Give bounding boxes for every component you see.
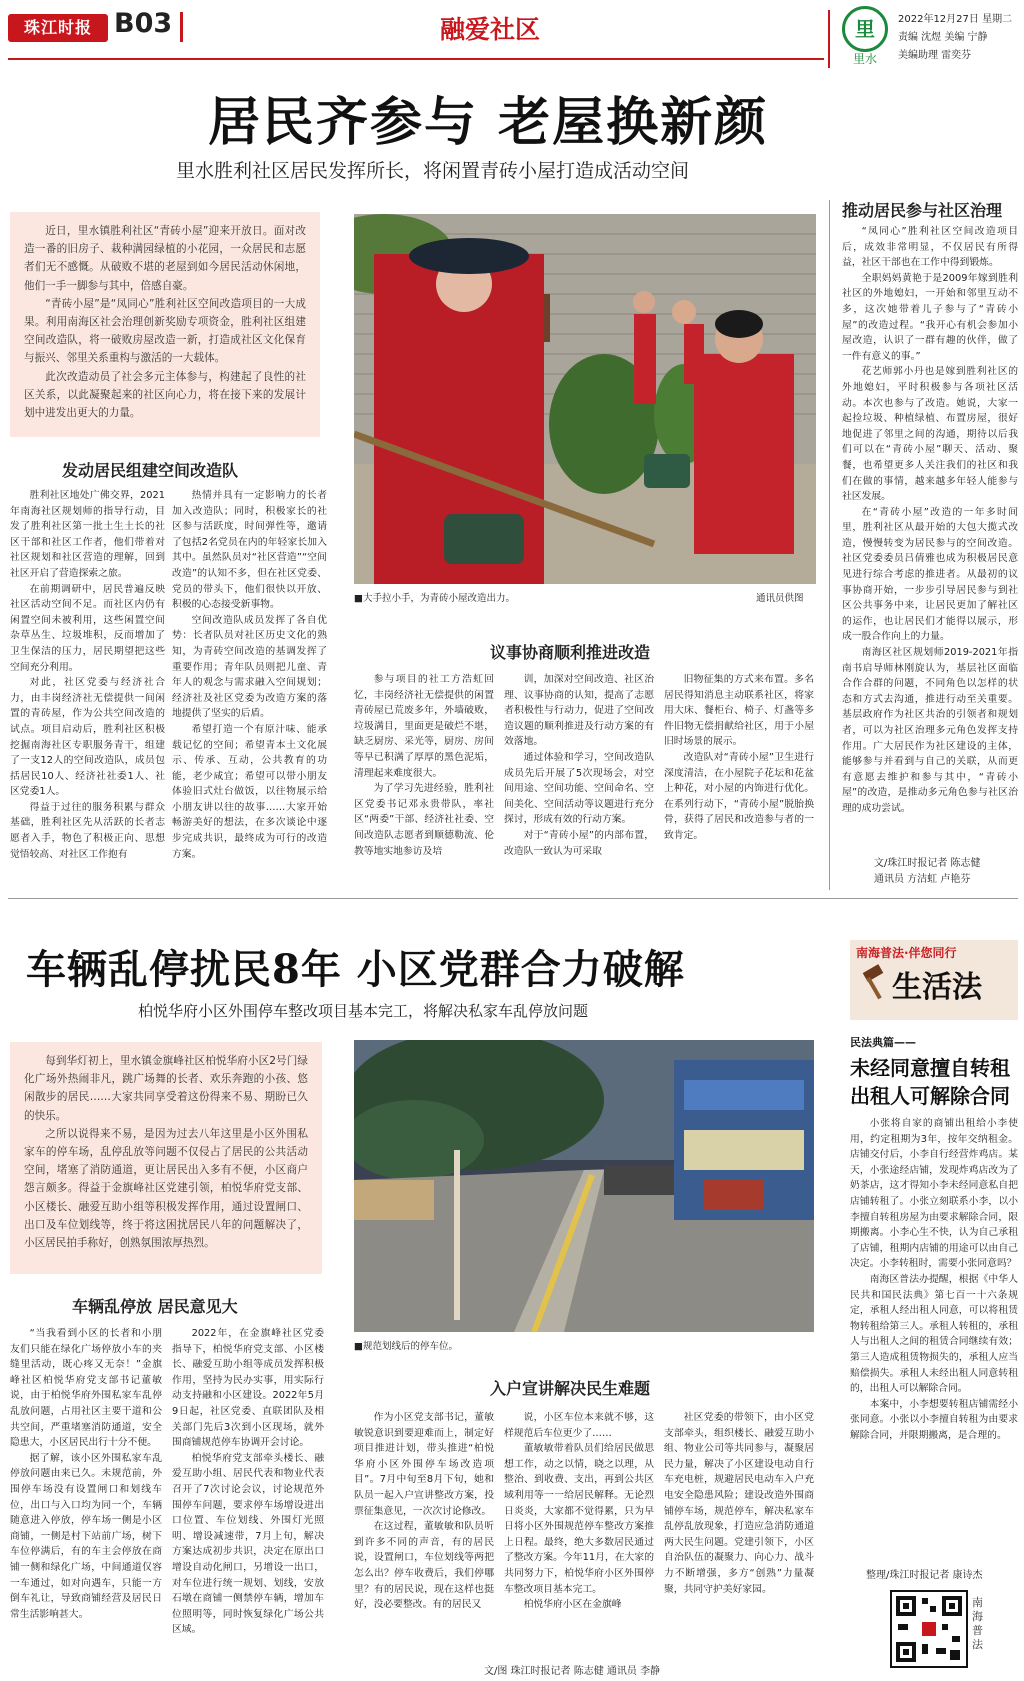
story2-photo-caption: ■规范划线后的停车位。: [354, 1341, 458, 1352]
paragraph: 空间改造队成员发挥了各自优势：长者队员对社区历史文化的熟知，为青砖空间改造的基调发挥了重要作用；青年队员则把儿童、青年人的观念与需求融入空间规划；经济社及社区党委为改造方案的落地提供了坚实的后盾。: [172, 614, 327, 720]
story1-intro: [10, 212, 320, 437]
story1-section3-column: [842, 224, 1018, 844]
story1-photo-credit: 通讯员供图: [756, 593, 804, 604]
masthead-rule: [8, 58, 824, 60]
paragraph: 旧物征集的方式来布置。多名居民得知消息主动联系社区，将家用大床、餐柜台、椅子、灯盏等多件旧物无偿捐献给社区，用于小屋旧时场景的展示。: [664, 674, 814, 748]
law-byline: 整理/珠江时报记者 康诗杰: [866, 1570, 983, 1581]
paragraph: 全职妈妈黄艳于是2009年嫁到胜利社区的外地媳妇，一开始和邻里互动不多，这次她带着儿子参与了“青砖小屋”的改造过程。“我开心有机会参加小屋改造，认识了一群有趣的伙伴，做了一件有意义的事。”: [842, 272, 1018, 362]
story1-section1-title: 发动居民组建空间改造队: [62, 461, 239, 480]
lishui-emblem-icon: 里: [842, 6, 888, 52]
story2-photo: [354, 1040, 814, 1332]
story1-photo: [354, 214, 816, 584]
story2-subhead: 柏悦华府小区外围停车整改项目基本完工，将解决私家车乱停放问题: [138, 1002, 589, 1020]
story1-section1-column: [172, 488, 327, 883]
issue-date: 2022年12月27日 星期二: [898, 14, 1013, 25]
story1-section2-column: [504, 672, 654, 884]
gavel-icon: [860, 964, 888, 1004]
paragraph: 说，小区车位本来就不够，这样规范后车位更少了……: [504, 1412, 654, 1439]
paragraph: “当我看到小区的长者和小朋友们只能在绿化广场停放小车的夹缝里活动，既心疼又无奈！”金旗峰社区柏悦华府党支部书记董敏说，由于柏悦华府外围私家车乱停乱放问题，占用社区主要干道和公共空间，严重堵塞消防通道，安全隐患大，小区居民出行十分不便。: [10, 1328, 162, 1449]
qr-code-icon[interactable]: [890, 1590, 968, 1668]
story2-section2-column: [354, 1410, 494, 1654]
paragraph: 为了学习先进经验，胜利社区党委书记邓永贵带队，率社区“两委”干部、经济社社委、空间改造队志愿者到顺德勒流、伦教等地实地参访及培: [354, 783, 494, 857]
story1-section3-title: 推动居民参与社区治理: [842, 201, 1003, 220]
qr-label: 南海普法: [972, 1596, 983, 1651]
paragraph: 胜利社区地处广佛交界，2021年南海社区规划师的指导行动，目发了胜利社区第一批土生土长的社区干部和社区工作者，他们带着对社区规划和社区营造的理解，回到社区开启了营造探索之旅。: [10, 490, 165, 579]
paragraph: “凤同心”胜利社区空间改造项目后，成效非常明显，不仅居民有所得益，社区干部也在工作中得到锻炼。: [842, 226, 1018, 269]
law-kicker: 民法典篇——: [850, 1036, 916, 1049]
assistant-editor: 美编助理 雷奕芬: [898, 50, 972, 61]
story2-intro: [10, 1042, 322, 1274]
intro-paragraph: 之所以说得来不易，是因为过去八年这里是小区外围私家车的停车场，乱停乱放等问题不仅侵占了居民的公共活动空间，堵塞了消防通道，更让居民出入多有不便，小区商户怨言颇多。得益于金旗峰社区党建引领，柏悦华府党支部、小区楼长、融爱互助小组等积极发挥作用，通过设置闸口、出口及车位划线等，终于将这困扰居民八年的问题解决了，小区居民拍手称好，创熟氛围浓厚热烈。: [24, 1127, 308, 1250]
story1-headline: 居民齐参与 老屋换新颜: [208, 92, 769, 153]
paragraph: 柏悦华府党支部牵头楼长、融爱互助小组、居民代表和物业代表召开了7次讨论会议，讨论规范外围停车问题，要求停车场增设进出口位置、车位划线、外围灯光照明、增设减速带，7月上旬，解决方案达成初步共识，决定在原出口增设自动化闸口，另增设一出口，对车位进行统一规划、划线，安放石墩在商铺一侧禁停车辆，增加车位照明等，同时恢复绿化广场公共区域。: [172, 1452, 324, 1636]
story2-byline: 文/图 珠江时报记者 陈志健 通讯员 李静: [484, 1666, 661, 1677]
story2-section1-column: [172, 1326, 324, 1662]
paragraph: 对此，社区党委与经济社合力，由丰岗经济社无偿提供一间闲置的青砖屋，作为公共空间改造的试点。项目启动后，胜利社区积极挖掘南海社区专职服务青干，组建了一支12人的空间改造队，成员包括居民10人、经济社社委1人、社区党委1人。: [10, 677, 165, 798]
editors: 责编 沈煜 美编 宁静: [898, 32, 988, 43]
paragraph: 南海区普法办提醒，根据《中华人民共和国民法典》第七百一十六条规定，承租人经出租人同意，可以将租赁物转租给第三人。承租人转租的，承租人与出租人之间的租赁合同继续有效；第三人造成租赁物损失的，承租人应当赔偿损失。承租人未经出租人同意转租的，出租人可以解除合同。: [850, 1273, 1018, 1395]
story1-subhead: 里水胜利社区居民发挥所长，将闲置青砖小屋打造成活动空间: [176, 160, 690, 182]
story1-photo-caption: ■大手拉小手，为青砖小屋改造出力。: [354, 593, 515, 604]
paragraph: 据了解，该小区外围私家车乱停放问题由来已久。未规范前，外围停车场没有设置闸口和划线车位，出口与入口均为同一个，车辆随意进入停放，停车场一侧是小区商铺，一侧是村下站前广场，树下车位停满后，有的车主会停放在商铺一侧和绿化广场，中间通道仅容一车通过，如对向遇车，只能一方倒车礼让，导致商铺经营及居民日常生活影响甚大。: [10, 1452, 162, 1620]
paragraph: 在前期调研中，居民普遍反映社区活动空间不足。而社区内仍有闲置空间未被利用，这些闲置空间杂草丛生、垃圾堆积，反而增加了卫生保洁的压力，居民期望把这些空间充分利用。: [10, 583, 165, 673]
paragraph: 对于“青砖小屋”的内部布置，改造队一致认为可采取: [504, 829, 654, 857]
story2-section2-column: [664, 1410, 814, 1654]
story1-section1-column: [10, 488, 165, 883]
paragraph: 改造队对“青砖小屋”卫生进行深度清洁，在小屋院子花坛和花盆上种花，对小屋的内饰进行优化。在系列行动下，“青砖小屋”脱胎换骨，获得了居民和改造参与者的一致肯定。: [664, 751, 814, 841]
paragraph: 作为小区党支部书记，董敏敏锐意识到要迎难而上，制定好项目推进计划，带头推进“柏悦华府小区外围停车场改造项目”。7月中旬至8月下旬，她和队员一起入户宣讲整改方案，投票征集意见，一次次讨论修改。: [354, 1412, 494, 1517]
intro-paragraph: 近日，里水镇胜利社区“青砖小屋”迎来开放日。面对改造一番的旧房子、栽种满园绿植的小花园，一众居民和志愿者们无不感慨。从破败不堪的老屋到如今居民活动休闲地，他们一手一脚参与其中，倍感自豪。: [24, 225, 306, 292]
law-column-body: [850, 1116, 1018, 1556]
story1-byline: 文/珠江时报记者 陈志健: [874, 858, 981, 869]
law-badge-main: 生活法: [892, 970, 982, 1005]
paragraph: 通过体验和学习，空间改造队成员先后开展了5次现场会，对空间用途、空间功能、空间命名、空间美化、空间活动等议题进行充分探讨，形成有效的行动方案。: [504, 751, 654, 826]
paragraph: 参与项目的社工方浩虹回忆，丰岗经济社无偿提供的闲置青砖屋已荒废多年，外墙破败，垃圾满目，里面更是破烂不堪，缺乏厨房、采光等，厨房、房间等早已积满了厚厚的黑色泥垢，清理起来难度很大。: [354, 674, 494, 779]
newspaper-logo: 珠江时报: [8, 14, 108, 42]
paragraph: 希望打造一个有原汁味、能承载记忆的空间；希望青本土文化展示、传承、互动，公共教育的功能，老少咸宜；希望可以带小朋友体验旧式灶台做饭，以往物展示给小朋友讲以往的故事……大家开始畅游美好的想法，在多次谈论中逐步完成共识，最终成为可行的改造方案。: [172, 723, 327, 860]
parking-lot-photo: [354, 1040, 814, 1332]
paragraph: 董敏敏带着队员们给居民做思想工作，动之以情，晓之以理，从整治、到收费、支出，再到公共区域利用等一一给居民解释。无论烈日炎炎，大家都不觉得累，只为早日将小区外围规范停车整改方案推上日程。最终，绝大多数居民通过了整改方案。今年11月，在大家的共同努力下，柏悦华府小区外围停车整改项目基本完工。: [504, 1443, 654, 1595]
story-divider: [8, 898, 1018, 899]
paragraph: 小张将自家的商铺出租给小李使用，约定租期为3年，按年交纳租金。店铺交付后，小李自行经营炸鸡店。某天，小张途经店铺，发现炸鸡店改为了奶茶店，这才得知小李未经同意私自把店铺转租了。小张立刻联系小李，以小李擅自转租房屋为由要求解除合同，限期搬离。小李心生不快，认为自己承租了店铺，租期内店铺的用途可以由自己决定。小李转租时，需要小张同意吗？: [850, 1118, 1018, 1270]
paragraph: 训，加深对空间改造、社区治理、议事协商的认知，提高了志愿者积极性与行动力，促进了空间改造议题的顺利推进及行动方案的有效落地。: [504, 674, 654, 748]
story1-byline: 通讯员 方洁虹 卢艳芬: [874, 874, 971, 885]
story2-section1-column: [10, 1326, 162, 1662]
paragraph: 得益于过往的服务积累与群众基础，胜利社区先从活跃的长者志愿者入手，物色了积极正向、思想觉悟较高、对社区工作抱有: [10, 801, 165, 860]
story2-section2-title: 入户宣讲解决民生难题: [490, 1379, 651, 1398]
story1-section2-column: [354, 672, 494, 884]
story2-section2-column: [504, 1410, 654, 1654]
intro-paragraph: 此次改造动员了社会多元主体参与，构建起了良性的社区关系，以此凝聚起来的社区向心力，将在接下来的发展计划中进发出更大的力量。: [24, 370, 306, 420]
emblem-label: 里水: [852, 52, 877, 66]
story1-section2-column: [664, 672, 814, 884]
paragraph: 社区党委的带领下，由小区党支部牵头，组织楼长、融爱互助小组、物业公司等共同参与，凝聚居民力量，解决了小区建设电动自行车充电桩，规避居民电动车入户充电安全隐患风险；建设改造外围商铺停车场，规范停车，解决私家车乱停乱放现象，打造应急消防通道两大民生问题。党建引领下，小区自治队伍的凝聚力、向心力、战斗力不断增强，多方“创熟”力量凝聚，共同守护美好家园。: [664, 1412, 814, 1595]
volunteers-gardening-photo: [354, 214, 816, 584]
intro-paragraph: 每到华灯初上，里水镇金旗峰社区柏悦华府小区2号门绿化广场外热闹非凡，跳广场舞的长者、欢乐奔跑的小孩、悠闲散步的居民……大家共同享受着这份得来不易、期盼已久的快乐。: [24, 1055, 308, 1122]
intro-paragraph: “青砖小屋”是“凤同心”胜利社区空间改造项目的一大成果。利用南海区社会治理创新奖励专项资金，胜利社区组建空间改造队，将一破败房屋改造一新，打造成社区文化保育与振兴、邻里关系重构与激活的一大载体。: [24, 297, 306, 365]
paragraph: 柏悦华府小区在金旗峰: [523, 1599, 622, 1611]
paragraph: 在“青砖小屋”改造的一年多时间里，胜利社区从最开始的大包大揽式改造，慢慢转变为居民参与的空间改造。社区党委委员吕倩雅也成为积极居民意见进行综合考虑的推进者。从最初的议事协商开始，一步步引导居民参与到社区公共事务中来，让居民更加了解社区的运作，也让居民们才能得以展示，形成一股合作向上的力量。: [842, 506, 1018, 643]
law-title: 未经同意擅自转租 出租人可解除合同: [850, 1056, 1010, 1108]
paragraph: 花艺师郭小丹也是嫁到胜利社区的外地媳妇，平时积极参与各项社区活动。本次也参与了改造。她说，大家一起捡垃圾、种植绿植、布置房屋，很好地促进了邻里之间的沟通，期待以后我们可以在“青砖小屋”聊天、活动、聚餐，也希望更多人关注我们的社区和我们在做的事情，越来越多年轻人能参与社区发展。: [842, 366, 1018, 503]
story2-section1-title: 车辆乱停放 居民意见大: [72, 1297, 238, 1316]
paragraph: 2022年，在金旗峰社区党委指导下，柏悦华府党支部、小区楼长、融爱互助小组等成员发挥积极作用，坚持为民办实事，用实际行动支持融和小区建设。2022年5月9日起，社区党委、直联团队及相关部门先后3次到小区现场，就外围商铺规范停车协调开会讨论。: [172, 1328, 324, 1449]
section-name: 融爱社区: [440, 15, 541, 44]
page-number: B03: [114, 8, 173, 39]
law-column-badge: [850, 940, 1018, 1020]
masthead-divider: [180, 12, 183, 42]
paragraph: 南海区社区规划师2019-2021年指南书启导师林刚旋认为，基层社区面临合作合群的问题，不同角色以怎样的状态和方式去沟通，推进行动至关重要。基层政府作为社区共治的引领者和规划者，可以为社区治理多元角色发挥支持作用。广大居民作为社区建设的主体，能够参与并看到与自己的关联，从而更有意愿去维护和参与其中，“青砖小屋”的改造，是推动多元角色参与社区治理的成功尝试。: [842, 647, 1018, 814]
paragraph: 本案中，小李想要转租店铺需经小张同意。小张以小李擅自转租为由要求解除合同，并限期搬离，是合理的。: [850, 1398, 1018, 1441]
story2-headline: 车辆乱停扰民8年 小区党群合力破解: [26, 946, 685, 993]
masthead-vertical-rule: [828, 10, 830, 68]
story1-section2-title: 议事协商顺利推进改造: [490, 643, 651, 662]
paragraph: 热情并具有一定影响力的长者加入改造队；同时，积极家长的社区参与活跃度，时间弹性等，邀请了包括2名党员在内的年轻家长加入其中。虽然队员对“社区营造”“空间改造”的认知不多，但在社区党委、党员的带头下，他们很快以开放、积极的心态接受新事物。: [172, 490, 327, 611]
paragraph: 在这过程，董敏敏和队员听到许多不同的声音，有的居民说，设置闸口，车位划线等两把怎么出？停车收费后，我们停哪里？有的居民说，现在这样也挺好，没必要整改。有的居民又: [354, 1521, 494, 1611]
column-divider: [829, 200, 830, 890]
law-badge-top: 南海普法·伴您同行: [856, 946, 957, 960]
